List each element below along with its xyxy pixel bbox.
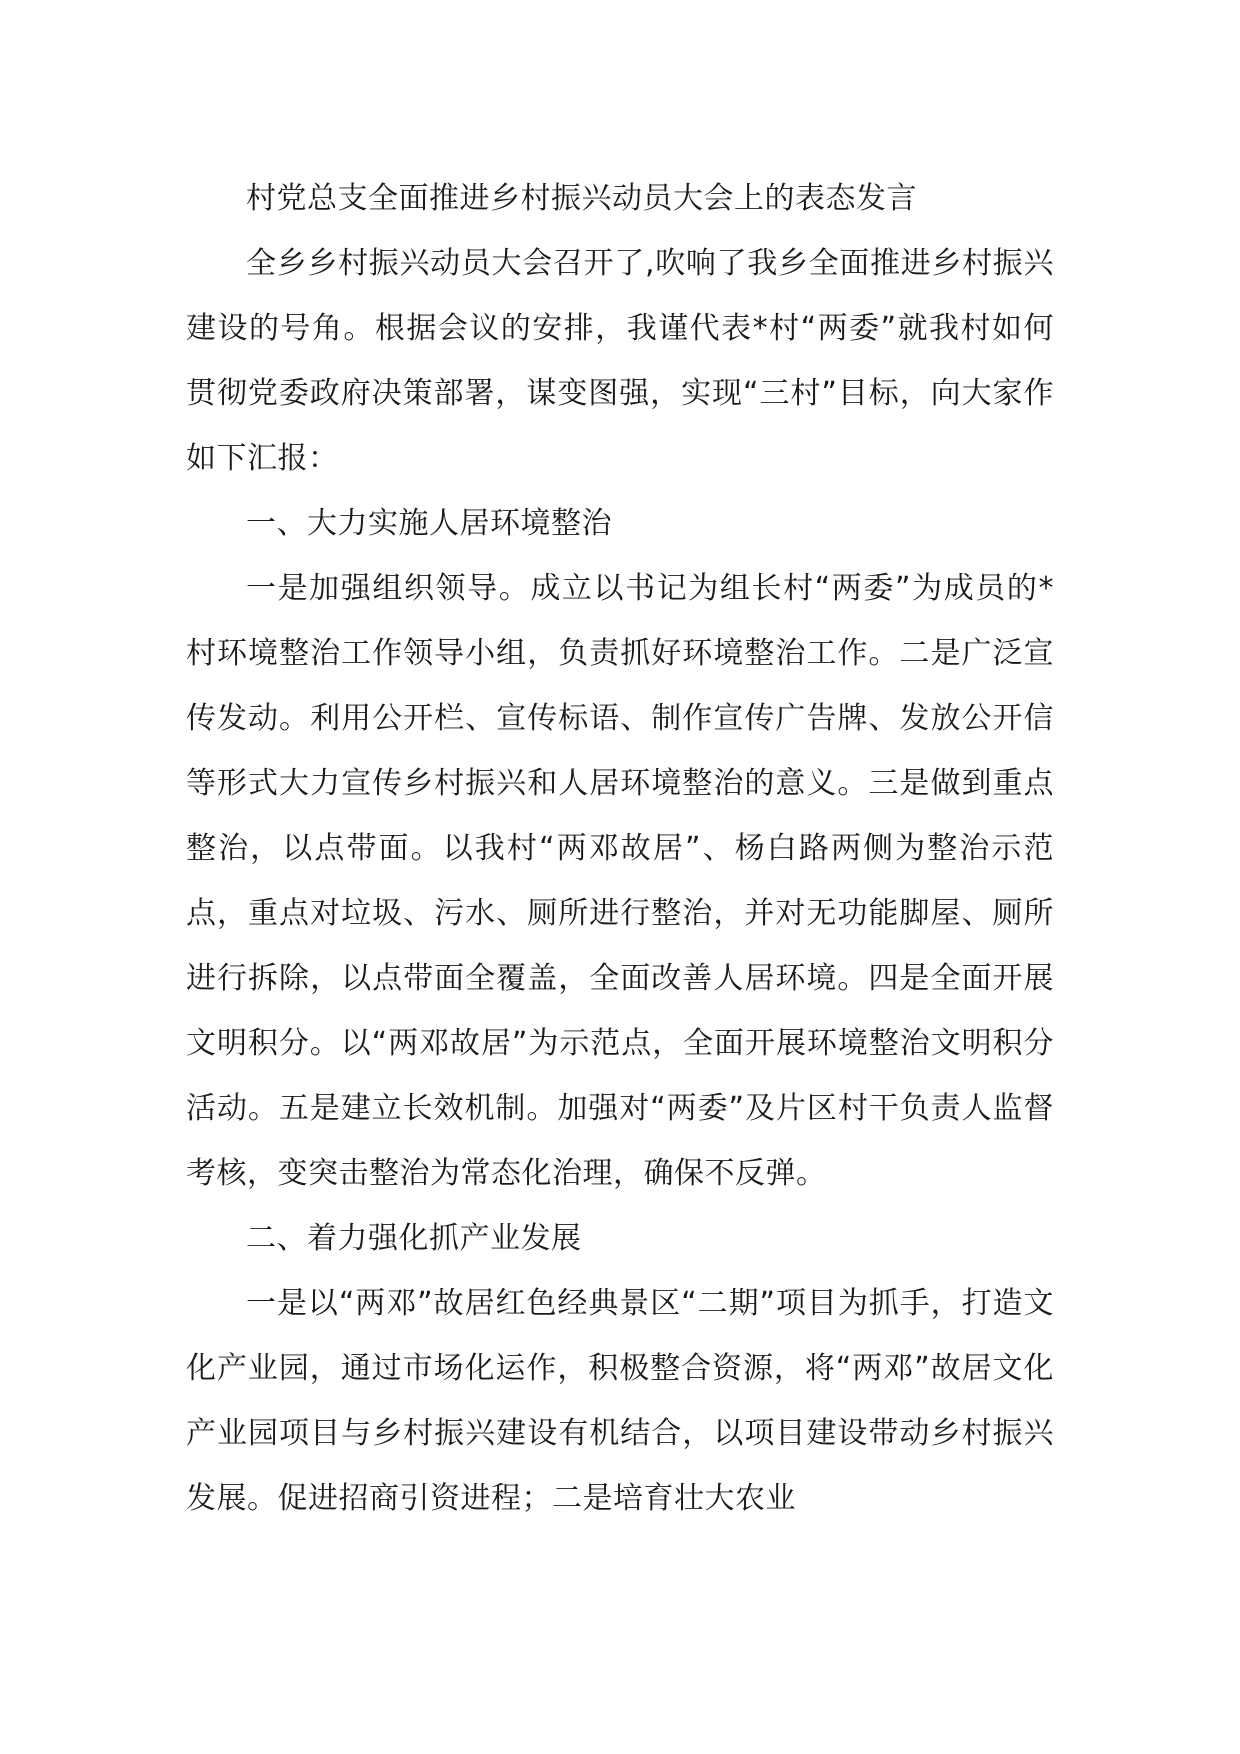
document-title: 村党总支全面推进乡村振兴动员大会上的表态发言: [246, 181, 917, 216]
paragraph-intro: 全乡乡村振兴动员大会召开了,吹响了我乡全面推进乡村振兴建设的号角。根据会议的安排，我谨代表*村“两委”就我村如何贯彻党委政府决策部署，谋变图强，实现“三村”目标，向大家作如下汇报：: [186, 246, 1054, 476]
section-heading-2: 二、着力强化抓产业发展: [246, 1221, 582, 1256]
paragraph-environment: 一是加强组织领导。成立以书记为组长村“两委”为成员的*村环境整治工作领导小组，负责抓好环境整治工作。二是广泛宣传发动。利用公开栏、宣传标语、制作宣传广告牌、发放公开信等形式大力宣传乡村振兴和人居环境整治的意义。三是做到重点整治，以点带面。以我村“两邓故居”、杨白路两侧为整治示范点，重点对垃圾、污水、厕所进行整治，并对无功能脚屋、厕所进行拆除，以点带面全覆盖，全面改善人居环境。四是全面开展文明积分。以“两邓故居”为示范点，全面开展环境整治文明积分活动。五是建立长效机制。加强对“两委”及片区村干负责人监督考核，变突击整治为常态化治理，确保不反弹。: [186, 571, 1054, 1191]
paragraph-industry: 一是以“两邓”故居红色经典景区“二期”项目为抓手，打造文化产业园，通过市场化运作，积极整合资源，将“两邓”故居文化产业园项目与乡村振兴建设有机结合，以项目建设带动乡村振兴发展。促进招商引资进程；二是培育壮大农业: [186, 1286, 1054, 1516]
document-body: [186, 166, 1054, 1531]
section-heading-1: 一、大力实施人居环境整治: [246, 506, 612, 541]
